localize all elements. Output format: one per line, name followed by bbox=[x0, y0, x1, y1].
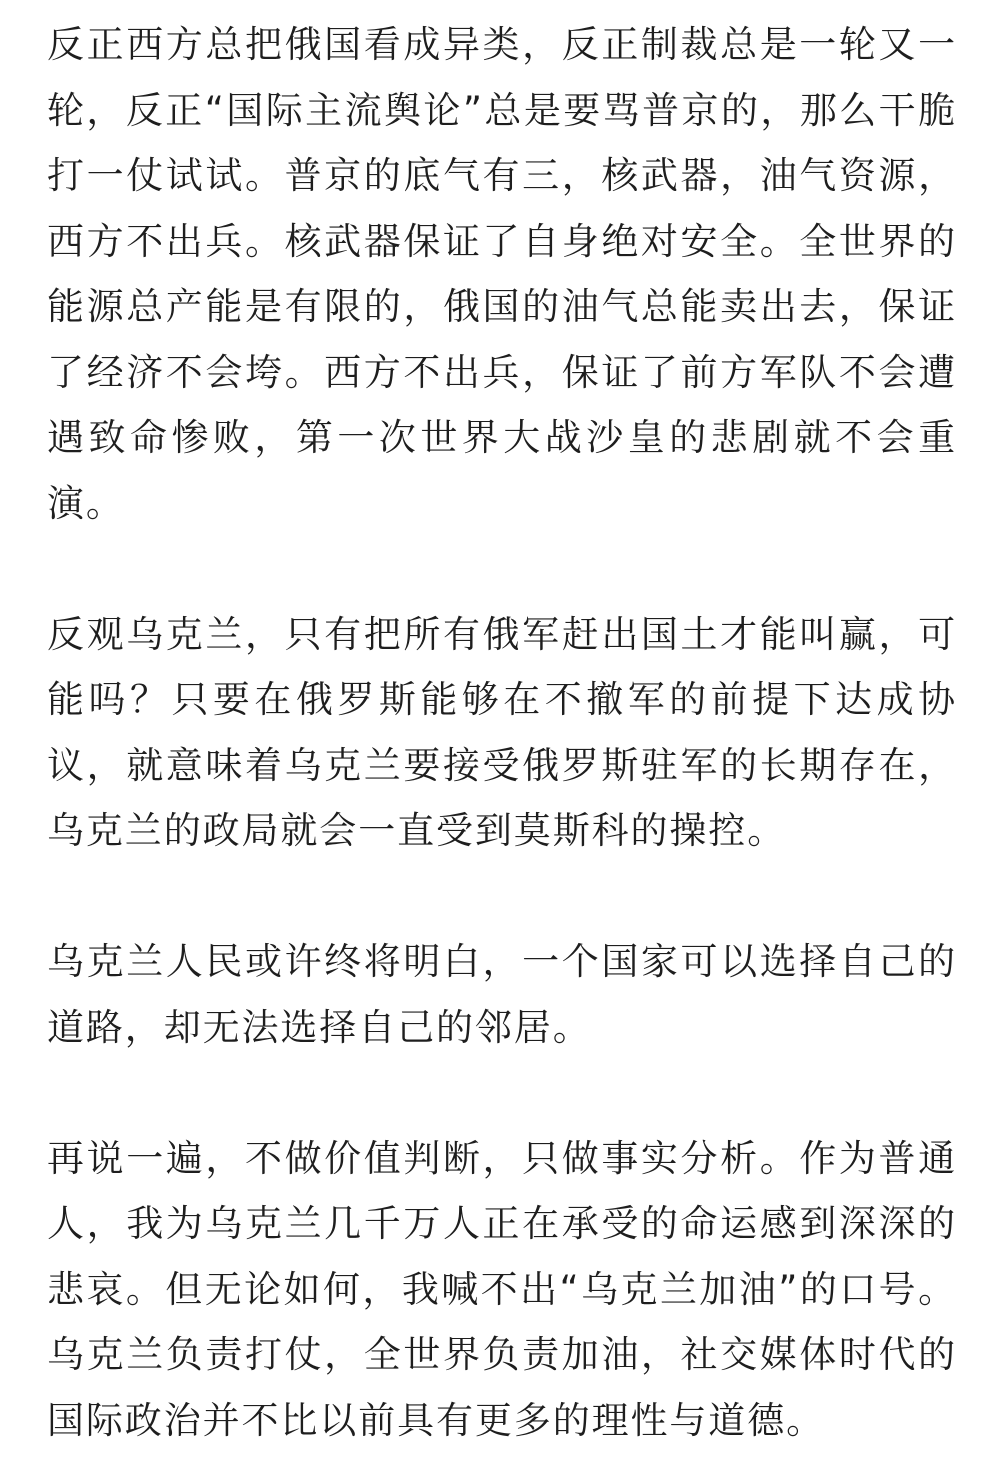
article-paragraph-2: 反观乌克兰，只有把所有俄军赶出国土才能叫赢，可能吗？只要在俄罗斯能够在不撤军的前提下达成协议，就意味着乌克兰要接受俄罗斯驻军的长期存在，乌克兰的政局就会一直受到莫斯科的操控。 bbox=[47, 612, 957, 852]
article-body bbox=[47, 12, 957, 1453]
article-paragraph-3: 乌克兰人民或许终将明白，一个国家可以选择自己的道路，却无法选择自己的邻居。 bbox=[47, 940, 957, 1049]
article-paragraph-4: 再说一遍，不做价值判断，只做事实分析。作为普通人，我为乌克兰几千万人正在承受的命运感到深深的悲哀。但无论如何，我喊不出“乌克兰加油”的口号。乌克兰负责打仗，全世界负责加油，社交媒体时代的国际政治并不比以前具有更多的理性与道德。 bbox=[47, 1136, 957, 1442]
article-paragraph-1: 反正西方总把俄国看成异类，反正制裁总是一轮又一轮，反正“国际主流舆论”总是要骂普京的，那么干脆打一仗试试。普京的底气有三，核武器，油气资源，西方不出兵。核武器保证了自身绝对安全。全世界的能源总产能是有限的，俄国的油气总能卖出去，保证了经济不会垮。西方不出兵，保证了前方军队不会遭遇致命惨败，第一次世界大战沙皇的悲剧就不会重演。 bbox=[47, 23, 957, 525]
